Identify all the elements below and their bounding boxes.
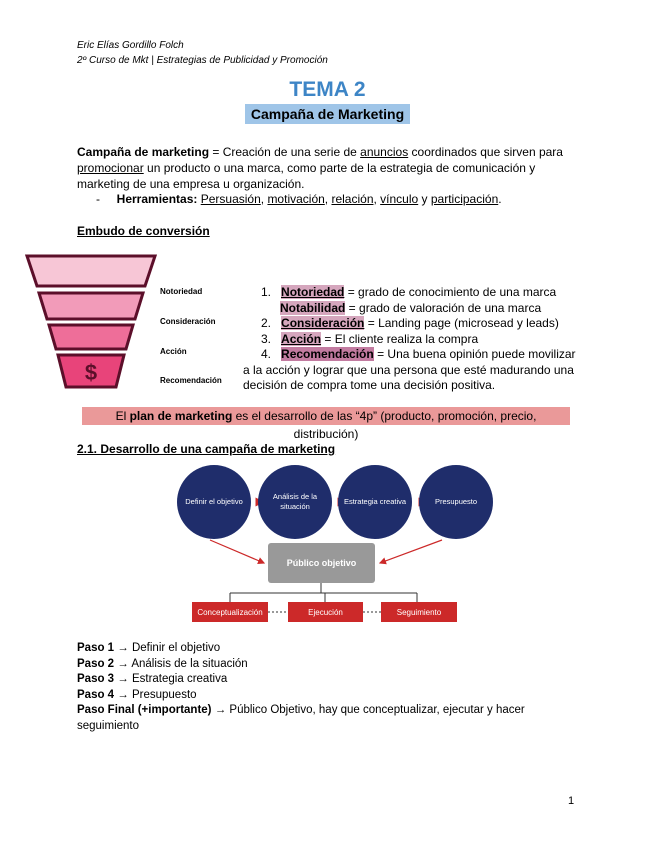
tool-item: vínculo: [380, 192, 419, 206]
page-number: 1: [568, 795, 575, 807]
list-value: = El cliente realiza la compra: [321, 331, 479, 346]
step-label: Paso 4: [77, 688, 115, 701]
definition-word-promocionar: promocionar: [77, 161, 144, 175]
tool-item: relación: [331, 192, 374, 206]
list-item: [243, 347, 578, 363]
list-key: Notoriedad: [281, 285, 345, 299]
funnel-level-3: [49, 325, 133, 349]
tools-sep: ,: [260, 192, 268, 206]
list-key: Acción: [281, 331, 322, 346]
step-item: [77, 703, 577, 734]
step-label: Paso 3: [77, 673, 115, 685]
step-label: Paso 2: [77, 657, 115, 670]
step-item: [77, 688, 577, 704]
header-course: 2º Curso de Mkt | Estrategias de Publicidad y Promoción: [77, 55, 328, 66]
step-label: Paso Final (+importante): [77, 704, 212, 716]
header-author: Eric Elías Gordillo Folch: [77, 40, 184, 51]
step-item: [77, 641, 577, 657]
circle-analisis-situacion: Análisis de la situación: [258, 465, 332, 539]
funnel-label-notoriedad: Notoriedad: [160, 287, 203, 296]
tool-item: participación: [430, 192, 499, 206]
list-value: = Una buena opinión puede movilizar: [373, 347, 576, 361]
step-item: [77, 657, 577, 673]
funnel-label-recomendacion: Recomendación: [160, 376, 222, 385]
circle-presupuesto: Presupuesto: [419, 465, 493, 539]
plan-marketing-note: [82, 407, 570, 441]
tool-item: Persuasión: [200, 192, 261, 206]
funnel-list: [243, 285, 578, 394]
list-value: = Landing page (microsead y leads): [364, 316, 559, 330]
dollar-icon: $: [84, 360, 98, 385]
tools-sep: ,: [324, 192, 332, 206]
tools-label: Herramientas:: [116, 192, 198, 206]
funnel-label-accion: Acción: [160, 347, 187, 356]
tool-item: motivación: [267, 192, 325, 206]
tools-sep: ,: [373, 192, 381, 206]
list-item: [243, 332, 578, 348]
funnel-level-1: [27, 256, 155, 286]
tools-sep: y: [418, 192, 431, 206]
step-text: Análisis de la situación: [131, 657, 248, 670]
steps-list: [77, 641, 577, 734]
list-item: [243, 316, 578, 332]
list-item-cont: decisión de compra tome una decisión positiva.: [243, 378, 496, 392]
arrow-connector: [380, 540, 442, 563]
step-text: Presupuesto: [131, 688, 197, 701]
step-item: [77, 672, 577, 688]
list-number: 3.: [261, 331, 272, 346]
list-key: Consideración: [281, 316, 365, 330]
list-value: = grado de conocimiento de una marca: [344, 285, 557, 299]
box-seguimiento: Seguimiento: [381, 602, 457, 622]
arrow-icon: →: [114, 657, 132, 670]
plan-bold: plan de marketing: [129, 409, 233, 423]
funnel-label-consideracion: Consideración: [160, 317, 216, 326]
definition-text-1: = Creación de una serie de: [209, 145, 361, 159]
box-conceptualizacion: Conceptualización: [192, 602, 268, 622]
page-subtitle: Campaña de Marketing: [245, 104, 410, 124]
tools-line: [96, 192, 502, 206]
tools-end: .: [498, 192, 502, 206]
list-number: 1.: [261, 285, 272, 299]
list-item: [243, 301, 578, 317]
page-title: TEMA 2: [289, 78, 366, 101]
arrow-connector: [210, 540, 264, 563]
funnel-section-title: Embudo de conversión: [77, 224, 210, 238]
step-text: Definir el objetivo: [131, 642, 221, 654]
list-number: 4.: [261, 347, 272, 361]
funnel-level-2: [39, 293, 143, 319]
definition-text-2: coordinados que sirven para: [408, 145, 563, 159]
circle-estrategia-creativa: Estrategia creativa: [338, 465, 412, 539]
definition-paragraph: [77, 144, 567, 192]
definition-word-anuncios: anuncios: [360, 145, 409, 159]
list-key: Recomendación: [281, 347, 374, 361]
list-item: [243, 285, 578, 301]
step-text: Estrategia creativa: [131, 673, 228, 685]
arrow-icon: →: [211, 704, 230, 716]
step-label: Paso 1: [77, 642, 115, 654]
arrow-icon: →: [114, 642, 132, 654]
plan-text-1: El: [115, 409, 130, 423]
box-ejecucion: Ejecución: [288, 602, 363, 622]
definition-text-3: un producto o una marca, como parte de la estrategia de comunicación y marketing de una empresa u organización.: [77, 161, 536, 191]
circle-definir-objetivo: Definir el objetivo: [177, 465, 251, 539]
step-text: Público Objetivo, hay que conceptualizar, ejecutar y hacer seguimiento: [77, 704, 525, 732]
arrow-icon: →: [114, 688, 132, 701]
list-key: Notabilidad: [280, 300, 346, 315]
list-value: = grado de valoración de una marca: [345, 300, 542, 315]
tools-dash: -: [96, 192, 100, 206]
arrow-icon: →: [114, 673, 132, 685]
definition-term: Campaña de marketing: [77, 145, 210, 159]
conversion-funnel: [25, 253, 157, 393]
publico-objetivo-box: Público objetivo: [268, 543, 375, 583]
plan-text-2: es el desarrollo de las “4p” (producto, promoción, precio, distribución): [232, 409, 537, 441]
list-number: 2.: [261, 316, 272, 330]
list-item-cont: a la acción y lograr que una persona que esté madurando una: [243, 362, 574, 377]
section-2-1-title: 2.1. Desarrollo de una campaña de marketing: [77, 442, 336, 456]
